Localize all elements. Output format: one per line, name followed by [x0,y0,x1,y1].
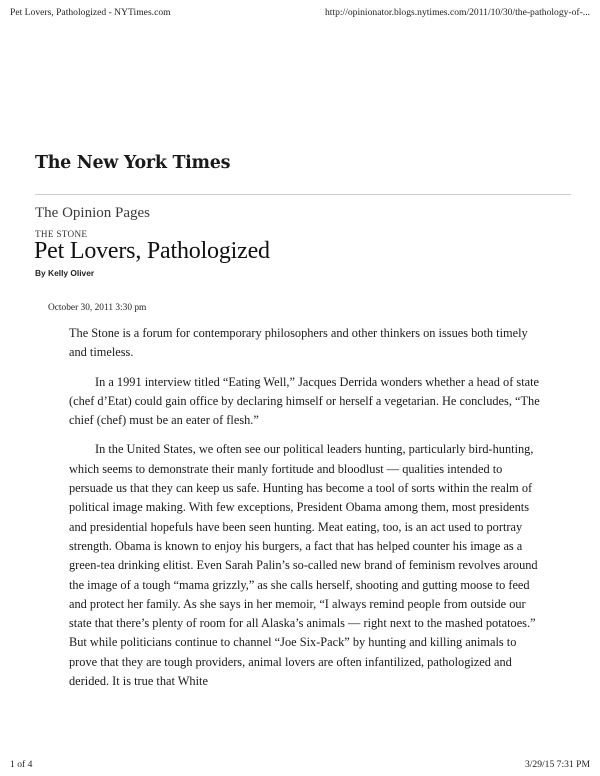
print-header [10,7,590,21]
article-byline[interactable]: By Kelly Oliver [35,268,95,278]
article-paragraph: In a 1991 interview titled “Eating Well,” Jacques Derrida wonders whether a head of state (chef d’Etat) could gain office by declaring himself or herself a vegetarian. He concludes, “The chief (chef) must be an eater of flesh.” [69,374,540,428]
masthead-divider [35,194,571,195]
column-kicker[interactable]: THE STONE [35,229,88,239]
page-count: 1 of 4 [10,759,33,770]
print-footer [10,759,590,771]
article-paragraph: In the United States, we often see our political leaders hunting, particularly bird-hunting, which seems to demonstrate their manly fortitude and bloodlust — qualities intended to persuade us that they can keep us safe. Hunting has become a tool of sorts within the realm of political image making. With few exceptions, President Obama among them, most presidents and presidential hopefuls have been seen hunting. Meat eating, too, is an act used to portray strength. Obama is known to enjoy his burgers, a fact that has helped counter his image as a green-tea drinking elitist. Even Sarah Palin’s so-called new brand of feminism revolves around the image of a tough “mama grizzly,” as she calls herself, shooting and gutting moose to feed and protect her family. As she says in her memoir, “I always remind people from outside our state that there’s plenty of room for all Alaska’s animals — right next to the mashed potatoes.” But while politicians continue to channel “Joe Six-Pack” by hunting and killing animals to prove that they are tough providers, animal lovers are often infantilized, pathologized and derided. It is true that White [69,442,538,689]
article-dateline: October 30, 2011 3:30 pm [48,303,147,313]
print-timestamp: 3/29/15 7:31 PM [524,759,590,770]
print-header-title: Pet Lovers, Pathologized - NYTimes.com [10,7,171,18]
article-paragraph: The Stone is a forum for contemporary philosophers and other thinkers on issues both timely and timeless. [69,326,528,360]
article-body [69,324,547,701]
section-title[interactable]: The Opinion Pages [35,205,150,221]
nytimes-logo[interactable]: The New York Times [35,153,231,173]
article-headline: Pet Lovers, Pathologized [34,238,270,264]
print-header-url[interactable]: http://opinionator.blogs.nytimes.com/2011/10/30/the-pathology-of-... [324,7,590,18]
